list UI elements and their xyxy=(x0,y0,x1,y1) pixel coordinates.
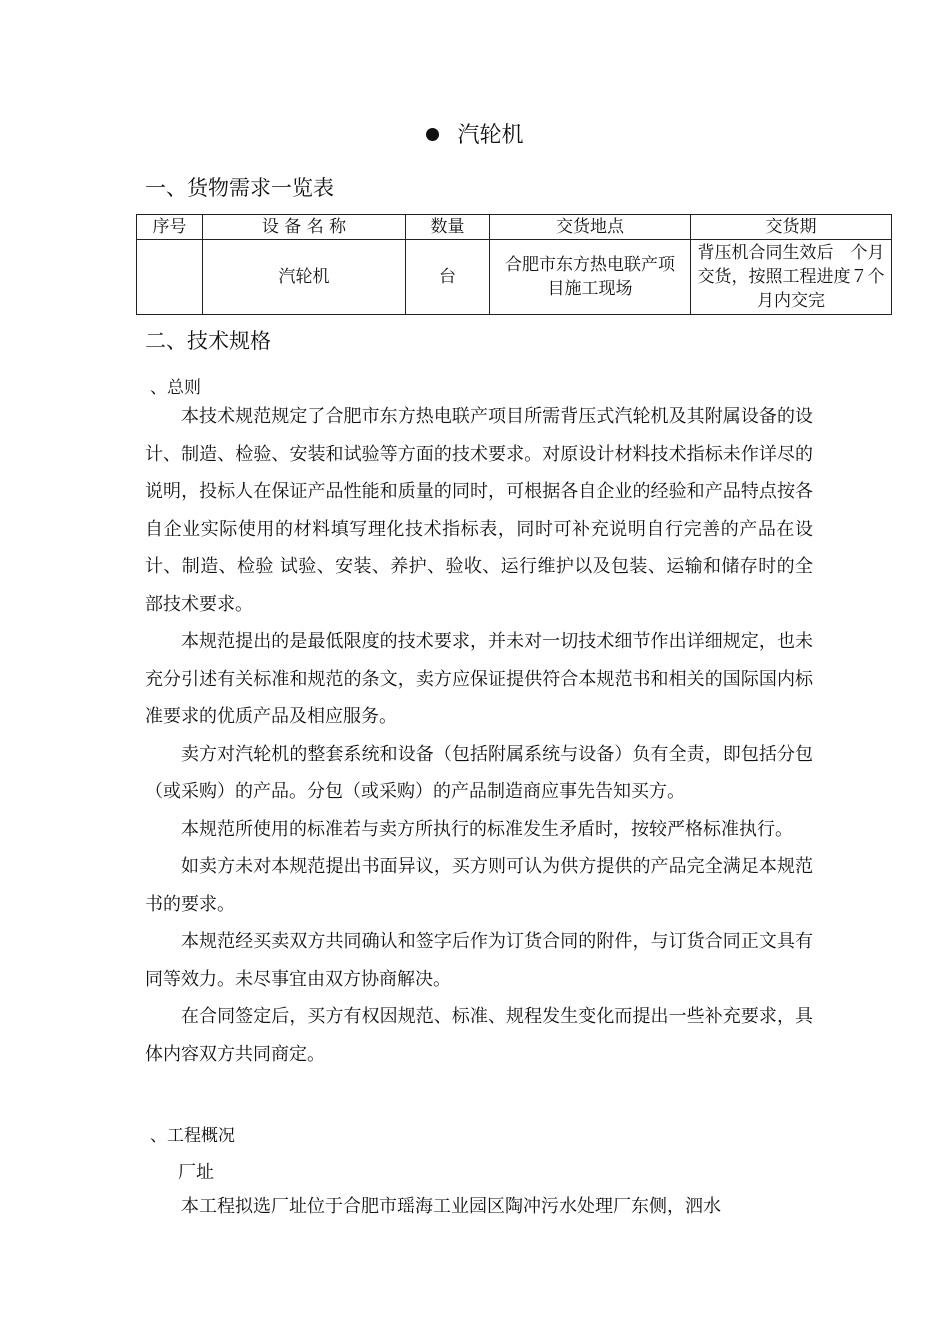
section1-heading: 一、货物需求一览表 xyxy=(145,176,334,200)
table-header-row xyxy=(137,215,892,240)
cell-name: 汽轮机 xyxy=(203,240,406,315)
paragraph: 本规范提出的是最低限度的技术要求，并未对一切技术细节作出详细规定，也未充分引述有关标准和规范的条文，卖方应保证提供符合本规范书和相关的国际国内标准要求的优质产品及相应服务。 xyxy=(145,631,813,727)
paragraph: 本规范所使用的标准若与卖方所执行的标准发生矛盾时，按较严格标准执行。 xyxy=(181,818,793,840)
paragraph: 在合同签定后，买方有权因规范、标准、规程发生变化而提出一些补充要求，具体内容双方共同商定。 xyxy=(145,1006,813,1065)
general-heading: 、总则 xyxy=(150,378,201,398)
page-title xyxy=(0,118,950,149)
header-name: 设 备 名 称 xyxy=(203,215,406,240)
paragraph: 本技术规范规定了合肥市东方热电联产项目所需背压式汽轮机及其附属设备的设计、制造、检验、安装和试验等方面的技术要求。对原设计材料技术指标未作详尽的说明，投标人在保证产品性能和质量的同时，可根据各自企业的经验和产品特点按各自企业实际使用的材料填写理化技术指标表，同时可补充说明自行完善的产品在设计、制造、检验 试验、安装、养护、验收、运行维护以及包装、运输和储存时的全部技术要求。 xyxy=(145,406,813,615)
cell-place: 合肥市东方热电联产项目施工现场 xyxy=(490,240,691,315)
goods-table xyxy=(136,214,892,315)
project-heading: 、工程概况 xyxy=(150,1126,235,1146)
title-text: 汽轮机 xyxy=(457,123,524,148)
header-place: 交货地点 xyxy=(490,215,691,240)
site-paragraph: 本工程拟选厂址位于合肥市瑶海工业园区陶冲污水处理厂东侧，泗水 xyxy=(181,1196,721,1217)
general-body xyxy=(145,398,813,1073)
cell-delivery: 背压机合同生效后 个月交货，按照工程进度７个月内交完 xyxy=(691,240,892,315)
header-index: 序号 xyxy=(137,215,203,240)
cell-index xyxy=(137,240,203,315)
cell-qty: 台 xyxy=(406,240,490,315)
header-delivery: 交货期 xyxy=(691,215,892,240)
bullet-icon xyxy=(426,128,439,141)
site-body xyxy=(145,1188,813,1226)
header-qty: 数量 xyxy=(406,215,490,240)
section2-heading: 二、技术规格 xyxy=(145,329,271,353)
paragraph: 本规范经买卖双方共同确认和签字后作为订货合同的附件，与订货合同正文具有同等效力。未尽事宜由双方协商解决。 xyxy=(145,931,813,990)
paragraph: 卖方对汽轮机的整套系统和设备（包括附属系统与设备）负有全责，即包括分包（或采购）的产品。分包（或采购）的产品制造商应事先告知买方。 xyxy=(145,743,813,802)
paragraph: 如卖方未对本规范提出书面异议，买方则可认为供方提供的产品完全满足本规范书的要求。 xyxy=(145,856,813,915)
table-row xyxy=(137,240,892,315)
site-heading: 厂址 xyxy=(178,1162,214,1183)
